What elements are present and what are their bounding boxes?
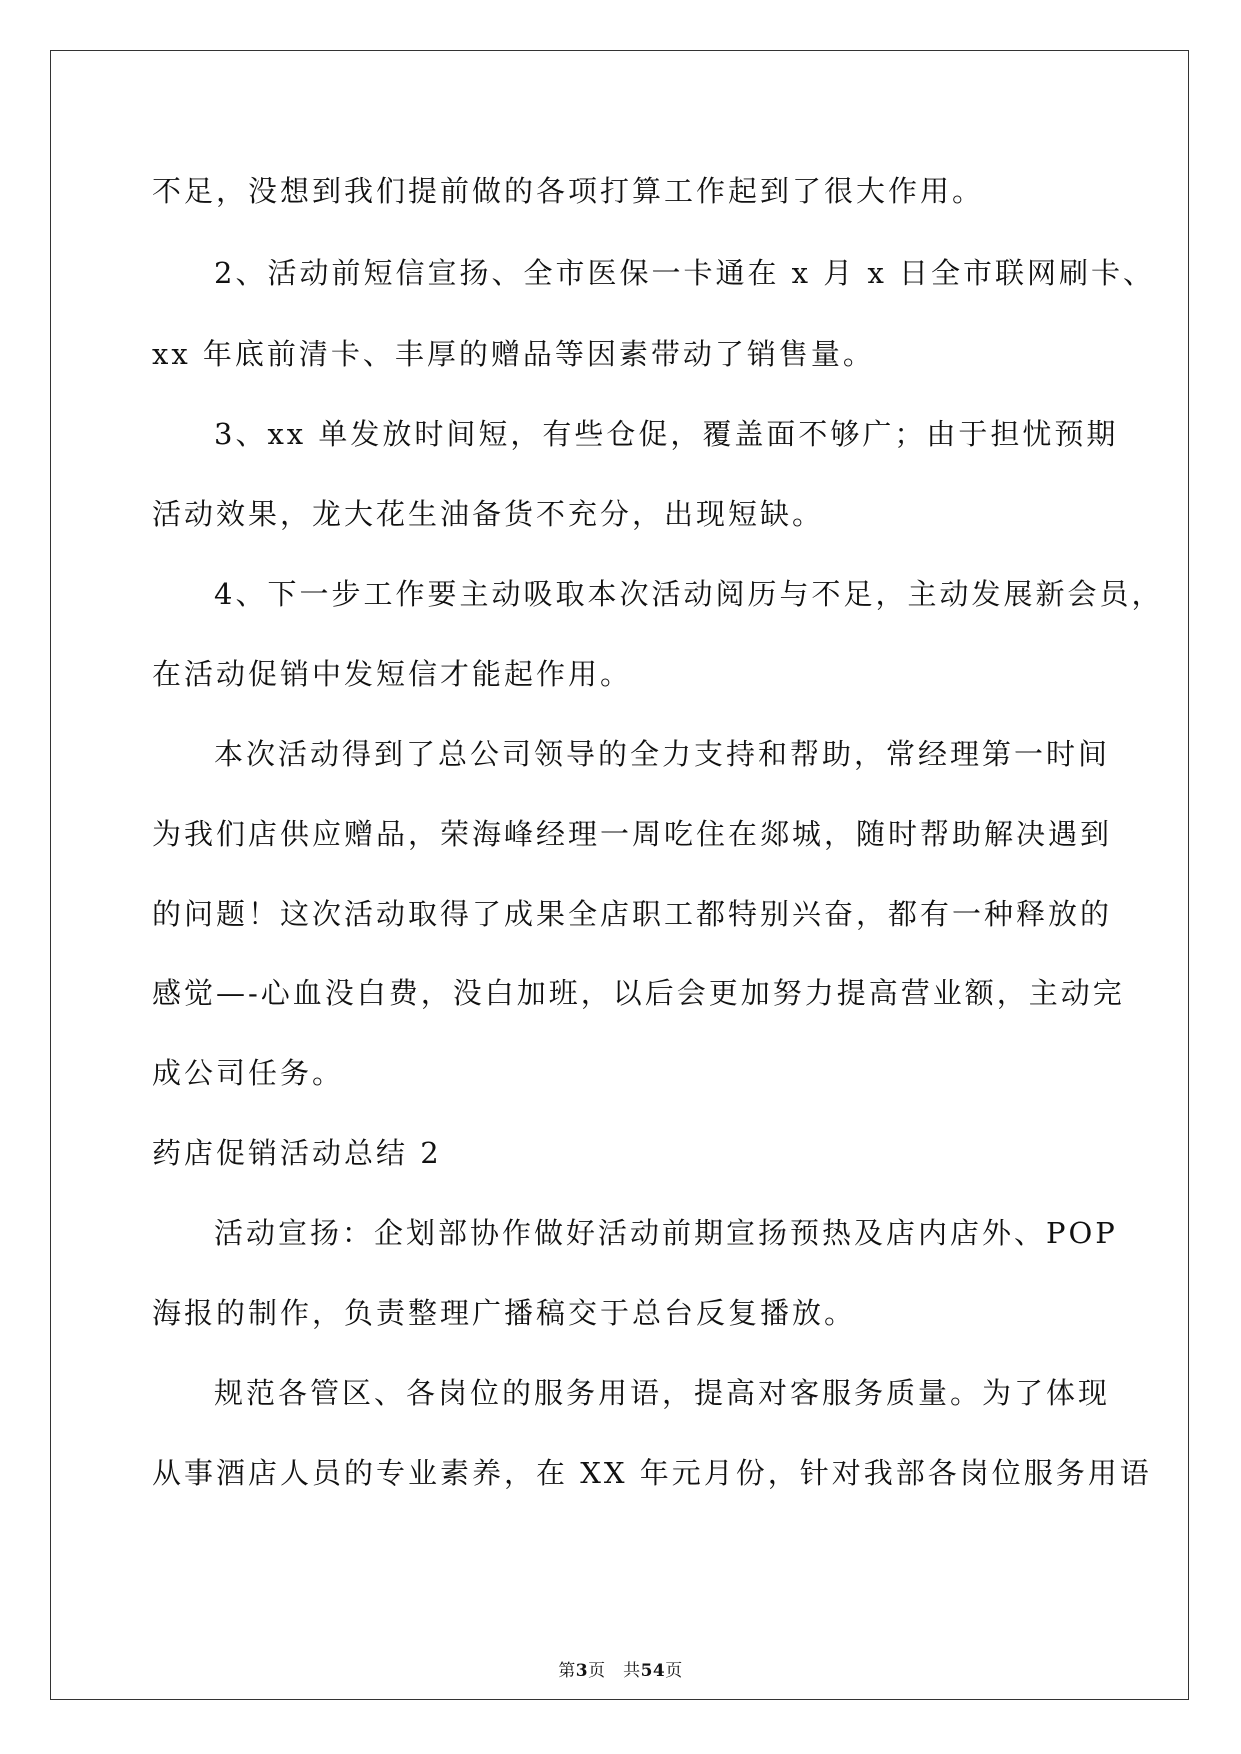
text-line: 本次活动得到了总公司领导的全力支持和帮助，常经理第一时间: [214, 737, 1111, 771]
text-line: 4、下一步工作要主动吸取本次活动阅历与不足，主动发展新会员，: [214, 577, 1164, 611]
text-line: 从事酒店人员的专业素养，在 XX 年元月份，针对我部各岗位服务用语: [152, 1456, 1152, 1490]
text-line: xx 年底前清卡、丰厚的赠品等因素带动了销售量。: [152, 337, 875, 371]
footer-prefix: 第: [558, 1661, 576, 1681]
text-line: 2、活动前短信宣扬、全市医保一卡通在 x 月 x 日全市联网刷卡、: [214, 256, 1156, 290]
section-heading: 药店促销活动总结 2: [152, 1136, 442, 1170]
text-line: 为我们店供应赠品，荣海峰经理一周吃住在郯城，随时帮助解决遇到: [152, 817, 1113, 851]
text-line: 成公司任务。: [152, 1056, 345, 1090]
total-page-count: 54: [640, 1661, 666, 1681]
footer-suffix: 页: [665, 1661, 683, 1681]
text-line: 规范各管区、各岗位的服务用语，提高对客服务质量。为了体现: [214, 1376, 1111, 1410]
page-border: [50, 50, 1189, 1700]
text-line: 活动宣扬：企划部协作做好活动前期宣扬预热及店内店外、POP: [214, 1216, 1118, 1250]
page-footer: [0, 1656, 1241, 1681]
text-line: 的问题！这次活动取得了成果全店职工都特别兴奋，都有一种释放的: [152, 897, 1113, 931]
text-line: 感觉—-心血没白费，没白加班，以后会更加努力提高营业额，主动完: [152, 976, 1125, 1010]
text-line: 3、xx 单发放时间短，有些仓促，覆盖面不够广；由于担忧预期: [214, 417, 1119, 451]
text-line: 活动效果，龙大花生油备货不充分，出现短缺。: [152, 497, 825, 531]
text-line: 在活动促销中发短信才能起作用。: [152, 657, 633, 691]
footer-mid: 页 共: [588, 1661, 641, 1681]
current-page-number: 3: [575, 1661, 589, 1681]
text-line: 海报的制作，负责整理广播稿交于总台反复播放。: [152, 1296, 857, 1330]
text-line: 不足，没想到我们提前做的各项打算工作起到了很大作用。: [152, 174, 985, 208]
